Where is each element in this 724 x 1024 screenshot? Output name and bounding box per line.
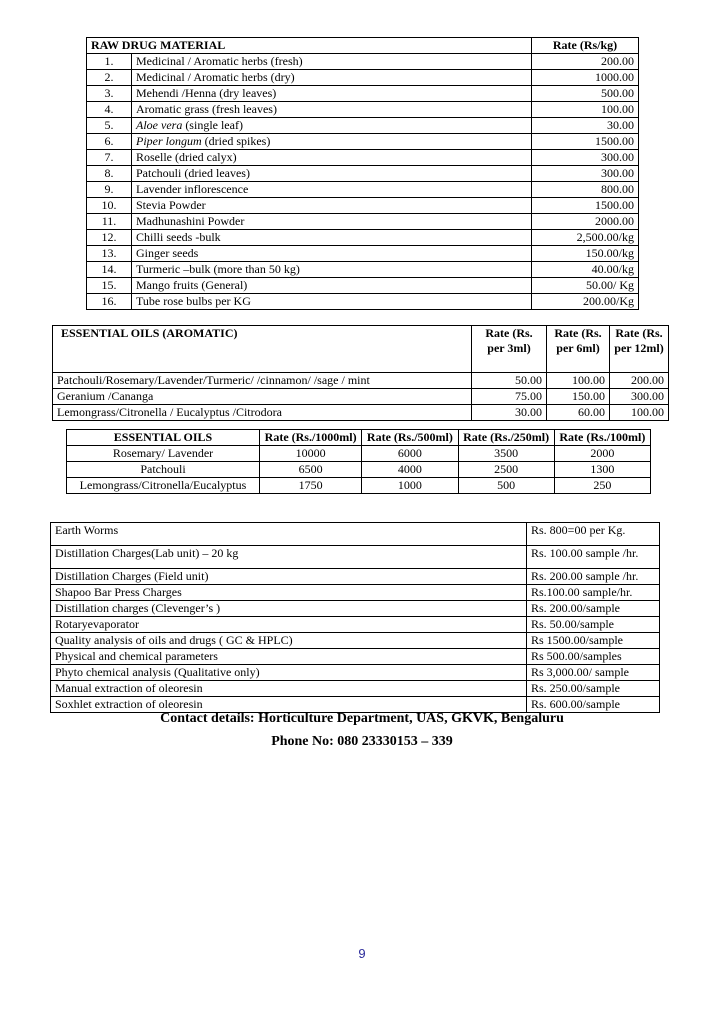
raw-drug-item xyxy=(132,294,532,310)
raw-drug-item xyxy=(132,262,532,278)
service-rate: Rs. 800=00 per Kg. xyxy=(527,523,660,546)
raw-drug-no: 2. xyxy=(87,70,132,86)
raw-drug-row xyxy=(87,214,639,230)
raw-drug-row xyxy=(87,134,639,150)
service-rate: Rs 3,000.00/ sample xyxy=(527,665,660,681)
raw-drug-row xyxy=(87,118,639,134)
raw-drug-item xyxy=(132,198,532,214)
aromatic-rate-3ml: 50.00 xyxy=(472,373,547,389)
raw-drug-item xyxy=(132,150,532,166)
raw-drug-rate: 40.00/kg xyxy=(532,262,639,278)
raw-drug-no: 13. xyxy=(87,246,132,262)
raw-drug-item xyxy=(132,182,532,198)
raw-drug-item-text: Mango fruits (General) xyxy=(136,278,248,292)
raw-drug-header-item: RAW DRUG MATERIAL xyxy=(87,38,532,54)
service-row xyxy=(51,617,660,633)
service-rate: Rs. 600.00/sample xyxy=(527,697,660,713)
service-rate: Rs. 50.00/sample xyxy=(527,617,660,633)
oils-rate-1000: 6500 xyxy=(260,462,362,478)
service-item: Distillation Charges (Field unit) xyxy=(51,569,527,585)
raw-drug-rate: 1500.00 xyxy=(532,198,639,214)
raw-drug-item xyxy=(132,54,532,70)
oils-rate-250: 3500 xyxy=(458,446,554,462)
service-item: Quality analysis of oils and drugs ( GC & HPLC) xyxy=(51,633,527,649)
raw-drug-item xyxy=(132,70,532,86)
raw-drug-table xyxy=(86,37,639,310)
oils-rate-500: 6000 xyxy=(362,446,458,462)
aromatic-row xyxy=(53,373,669,389)
aromatic-rate-12ml: 100.00 xyxy=(610,405,669,421)
raw-drug-row xyxy=(87,86,639,102)
aromatic-header-3ml: Rate (Rs. per 3ml) xyxy=(472,326,547,373)
raw-drug-row xyxy=(87,262,639,278)
oils-rate-500: 1000 xyxy=(362,478,458,494)
raw-drug-item-text: Lavender inflorescence xyxy=(136,182,249,196)
service-rate: Rs. 100.00 sample /hr. xyxy=(527,546,660,569)
raw-drug-rate: 300.00 xyxy=(532,166,639,182)
service-item: Soxhlet extraction of oleoresin xyxy=(51,697,527,713)
raw-drug-item-text: Ginger seeds xyxy=(136,246,199,260)
raw-drug-item-text: Chilli seeds -bulk xyxy=(136,230,221,244)
raw-drug-no: 9. xyxy=(87,182,132,198)
service-item: Earth Worms xyxy=(51,523,527,546)
raw-drug-rate: 500.00 xyxy=(532,86,639,102)
raw-drug-item xyxy=(132,134,532,150)
raw-drug-header-rate: Rate (Rs/kg) xyxy=(532,38,639,54)
essential-oils-table xyxy=(66,429,651,494)
raw-drug-rate: 300.00 xyxy=(532,150,639,166)
aromatic-oils-table xyxy=(52,325,669,421)
raw-drug-item xyxy=(132,246,532,262)
raw-drug-item xyxy=(132,278,532,294)
raw-drug-no: 8. xyxy=(87,166,132,182)
raw-drug-rate: 200.00 xyxy=(532,54,639,70)
service-rate: Rs.100.00 sample/hr. xyxy=(527,585,660,601)
aromatic-item: Lemongrass/Citronella / Eucalyptus /Citrodora xyxy=(53,405,472,421)
service-item: Distillation charges (Clevenger’s ) xyxy=(51,601,527,617)
oils-header-500: Rate (Rs./500ml) xyxy=(362,430,458,446)
oils-rate-100: 2000 xyxy=(554,446,650,462)
service-row xyxy=(51,681,660,697)
oils-row xyxy=(67,446,651,462)
raw-drug-rate: 1000.00 xyxy=(532,70,639,86)
raw-drug-no: 3. xyxy=(87,86,132,102)
service-row xyxy=(51,601,660,617)
raw-drug-item-text: Patchouli (dried leaves) xyxy=(136,166,250,180)
oils-rate-500: 4000 xyxy=(362,462,458,478)
oils-header-item: ESSENTIAL OILS xyxy=(67,430,260,446)
oils-rate-250: 500 xyxy=(458,478,554,494)
raw-drug-row xyxy=(87,166,639,182)
aromatic-rate-6ml: 60.00 xyxy=(547,405,610,421)
raw-drug-no: 16. xyxy=(87,294,132,310)
raw-drug-item-botanical: Aloe vera xyxy=(136,118,183,132)
service-row xyxy=(51,665,660,681)
raw-drug-item-text: Tube rose bulbs per KG xyxy=(136,294,251,308)
oils-header-1000: Rate (Rs./1000ml) xyxy=(260,430,362,446)
aromatic-rate-12ml: 300.00 xyxy=(610,389,669,405)
service-item: Distillation Charges(Lab unit) – 20 kg xyxy=(51,546,527,569)
oils-rate-250: 2500 xyxy=(458,462,554,478)
raw-drug-no: 12. xyxy=(87,230,132,246)
raw-drug-rate: 200.00/Kg xyxy=(532,294,639,310)
raw-drug-rate: 50.00/ Kg xyxy=(532,278,639,294)
raw-drug-item-text: Mehendi /Henna (dry leaves) xyxy=(136,86,277,100)
raw-drug-row xyxy=(87,198,639,214)
oils-item: Lemongrass/Citronella/Eucalyptus xyxy=(67,478,260,494)
oils-rate-1000: 10000 xyxy=(260,446,362,462)
oils-header-100: Rate (Rs./100ml) xyxy=(554,430,650,446)
raw-drug-no: 6. xyxy=(87,134,132,150)
service-row xyxy=(51,585,660,601)
oils-item: Patchouli xyxy=(67,462,260,478)
aromatic-row xyxy=(53,389,669,405)
aromatic-header-12ml: Rate (Rs. per 12ml) xyxy=(610,326,669,373)
raw-drug-rate: 1500.00 xyxy=(532,134,639,150)
aromatic-rate-3ml: 75.00 xyxy=(472,389,547,405)
raw-drug-row xyxy=(87,150,639,166)
aromatic-header-6ml: Rate (Rs. per 6ml) xyxy=(547,326,610,373)
raw-drug-row xyxy=(87,278,639,294)
oils-row xyxy=(67,478,651,494)
raw-drug-row xyxy=(87,182,639,198)
aromatic-row xyxy=(53,405,669,421)
service-rate: Rs. 250.00/sample xyxy=(527,681,660,697)
raw-drug-row xyxy=(87,54,639,70)
raw-drug-row xyxy=(87,70,639,86)
aromatic-header-item: ESSENTIAL OILS (AROMATIC) xyxy=(53,326,472,373)
raw-drug-item-botanical: Piper longum xyxy=(136,134,202,148)
service-rate: Rs 1500.00/sample xyxy=(527,633,660,649)
aromatic-rate-12ml: 200.00 xyxy=(610,373,669,389)
aromatic-rate-3ml: 30.00 xyxy=(472,405,547,421)
raw-drug-item-text: Stevia Powder xyxy=(136,198,206,212)
oils-rate-100: 250 xyxy=(554,478,650,494)
raw-drug-row xyxy=(87,246,639,262)
raw-drug-item xyxy=(132,214,532,230)
raw-drug-no: 1. xyxy=(87,54,132,70)
raw-drug-rate: 2,500.00/kg xyxy=(532,230,639,246)
services-table xyxy=(50,522,660,713)
raw-drug-no: 15. xyxy=(87,278,132,294)
raw-drug-rate: 2000.00 xyxy=(532,214,639,230)
raw-drug-item xyxy=(132,118,532,134)
raw-drug-item-text: Medicinal / Aromatic herbs (dry) xyxy=(136,70,295,84)
contact-phone: Phone No: 080 23330153 – 339 xyxy=(271,734,453,749)
aromatic-item: Geranium /Cananga xyxy=(53,389,472,405)
raw-drug-item xyxy=(132,86,532,102)
service-item: Physical and chemical parameters xyxy=(51,649,527,665)
raw-drug-no: 5. xyxy=(87,118,132,134)
raw-drug-no: 4. xyxy=(87,102,132,118)
raw-drug-rate: 800.00 xyxy=(532,182,639,198)
oils-rate-100: 1300 xyxy=(554,462,650,478)
service-item: Shapoo Bar Press Charges xyxy=(51,585,527,601)
service-row xyxy=(51,633,660,649)
oils-item: Rosemary/ Lavender xyxy=(67,446,260,462)
raw-drug-row xyxy=(87,102,639,118)
service-row xyxy=(51,649,660,665)
raw-drug-no: 11. xyxy=(87,214,132,230)
raw-drug-item-text: Aromatic grass (fresh leaves) xyxy=(136,102,277,116)
aromatic-header-row xyxy=(53,326,669,373)
service-rate: Rs. 200.00 sample /hr. xyxy=(527,569,660,585)
raw-drug-rate: 100.00 xyxy=(532,102,639,118)
raw-drug-row xyxy=(87,230,639,246)
service-rate: Rs. 200.00/sample xyxy=(527,601,660,617)
service-row xyxy=(51,569,660,585)
raw-drug-item-text: Madhunashini Powder xyxy=(136,214,245,228)
raw-drug-rate: 150.00/kg xyxy=(532,246,639,262)
raw-drug-no: 7. xyxy=(87,150,132,166)
raw-drug-header-row xyxy=(87,38,639,54)
oils-header-250: Rate (Rs./250ml) xyxy=(458,430,554,446)
raw-drug-item xyxy=(132,102,532,118)
service-item: Manual extraction of oleoresin xyxy=(51,681,527,697)
aromatic-rate-6ml: 150.00 xyxy=(547,389,610,405)
raw-drug-rate: 30.00 xyxy=(532,118,639,134)
aromatic-rate-6ml: 100.00 xyxy=(547,373,610,389)
raw-drug-item-text: Medicinal / Aromatic herbs (fresh) xyxy=(136,54,303,68)
service-item: Phyto chemical analysis (Qualitative only) xyxy=(51,665,527,681)
oils-rate-1000: 1750 xyxy=(260,478,362,494)
service-row xyxy=(51,546,660,569)
raw-drug-item-text: (dried spikes) xyxy=(201,134,271,148)
raw-drug-no: 14. xyxy=(87,262,132,278)
service-item: Rotaryevaporator xyxy=(51,617,527,633)
service-rate: Rs 500.00/samples xyxy=(527,649,660,665)
aromatic-item: Patchouli/Rosemary/Lavender/Turmeric/ /cinnamon/ /sage / mint xyxy=(53,373,472,389)
raw-drug-item xyxy=(132,166,532,182)
raw-drug-item-text: (single leaf) xyxy=(182,118,243,132)
contact-details: Contact details: Horticulture Department, UAS, GKVK, Bengaluru xyxy=(160,711,564,726)
raw-drug-item-text: Roselle (dried calyx) xyxy=(136,150,237,164)
raw-drug-item-text: Turmeric –bulk (more than 50 kg) xyxy=(136,262,300,276)
service-row xyxy=(51,523,660,546)
oils-header-row xyxy=(67,430,651,446)
oils-row xyxy=(67,462,651,478)
raw-drug-row xyxy=(87,294,639,310)
raw-drug-item xyxy=(132,230,532,246)
raw-drug-no: 10. xyxy=(87,198,132,214)
page-number: 9 xyxy=(358,946,366,961)
